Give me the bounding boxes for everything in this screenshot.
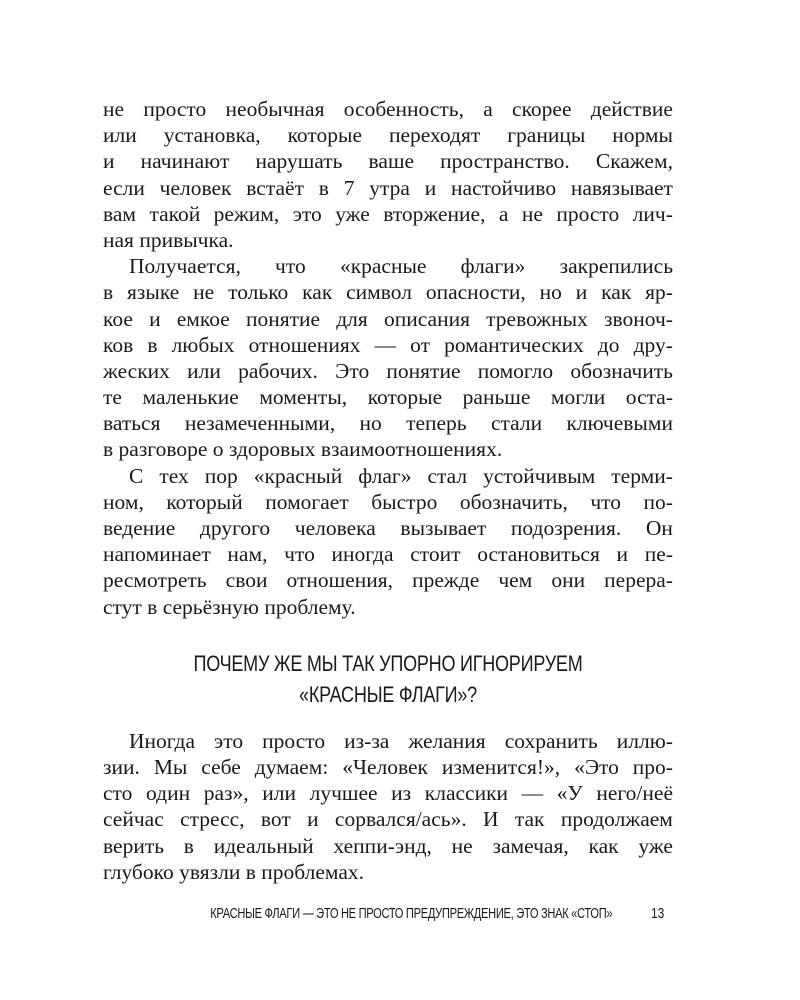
word: кое: [103, 306, 133, 331]
word: чем: [498, 568, 533, 593]
word: сейчас: [103, 807, 164, 832]
text-line: [103, 332, 673, 358]
word: такой: [149, 201, 201, 226]
word: до: [597, 332, 620, 357]
text-line: [103, 833, 673, 859]
text-line: [103, 806, 673, 832]
word: ваться: [103, 411, 161, 436]
word: свои: [225, 568, 268, 593]
word: понятие: [245, 306, 321, 331]
word: понятие: [386, 358, 461, 383]
word: И: [483, 807, 499, 832]
text-line: [103, 358, 673, 384]
word: и: [307, 807, 319, 832]
text-line: [103, 489, 673, 515]
word: думаем:: [254, 754, 329, 779]
word: вторжение,: [383, 201, 486, 226]
word: быстро: [371, 489, 438, 514]
word: и: [149, 306, 161, 331]
word: пе-: [644, 542, 673, 567]
word: Это: [335, 358, 370, 383]
word: хеппи-энд,: [333, 833, 432, 858]
word: стресс,: [180, 807, 245, 832]
word: идеальный: [213, 833, 314, 858]
word: прежде: [412, 568, 480, 593]
word: а: [483, 97, 493, 121]
word: желания: [408, 728, 486, 753]
word: и: [616, 542, 629, 567]
word: что: [284, 542, 315, 567]
word: в: [318, 175, 329, 200]
word: емкое: [176, 306, 230, 331]
word: как: [588, 833, 619, 858]
word: «Человек: [342, 754, 428, 779]
text-line: [103, 306, 673, 332]
text-line: [103, 410, 673, 436]
text-line: [103, 175, 673, 201]
word: пространство.: [440, 149, 570, 174]
text-line: ная привычка.: [103, 227, 234, 252]
word: установка,: [163, 123, 261, 148]
word: него/неё: [596, 781, 673, 806]
word: напоминает: [103, 542, 211, 567]
word: не: [451, 833, 473, 858]
word: человека: [294, 516, 376, 540]
word: так: [514, 807, 545, 832]
text-line: [103, 96, 673, 122]
word: раз»,: [203, 781, 249, 806]
word: маленькие: [142, 385, 239, 410]
word: верить: [103, 833, 165, 858]
word: ков: [103, 332, 134, 357]
word: особенность,: [343, 97, 464, 121]
word: это: [214, 728, 244, 753]
word: продолжаем: [560, 807, 673, 832]
word: опасности,: [425, 280, 526, 305]
word: границы: [507, 123, 586, 148]
word: сто: [103, 781, 133, 806]
word: они: [551, 568, 586, 593]
word: яр-: [645, 280, 673, 305]
text-line: [103, 279, 673, 305]
word: и: [575, 280, 588, 305]
word: нам,: [227, 542, 268, 567]
word: в: [147, 332, 158, 357]
word: действие: [590, 97, 673, 121]
word: отношениях: [248, 332, 361, 357]
word: обозначить,: [459, 489, 568, 514]
word: утра: [369, 175, 410, 200]
word: встаёт: [246, 175, 304, 200]
word: скорее: [512, 97, 572, 121]
word: и: [103, 149, 115, 174]
word: Скажем,: [595, 149, 673, 174]
word: жеских: [103, 358, 170, 383]
word: себе: [201, 754, 241, 779]
text-line: [103, 122, 673, 148]
word: сорвался/ась».: [334, 807, 467, 832]
word: пор: [204, 463, 238, 488]
word: символ: [346, 280, 412, 305]
word: звоноч-: [604, 306, 673, 331]
word: незамеченными,: [184, 411, 336, 436]
word: настойчиво: [451, 175, 557, 200]
section-heading-line-2: «КРАСНЫЕ ФЛАГИ»?: [299, 681, 477, 707]
word: что: [590, 489, 622, 514]
word: закрепились: [559, 254, 673, 279]
text-line: стут в серьёзную проблему.: [103, 594, 356, 619]
word: или: [103, 123, 137, 148]
word: замечая,: [492, 833, 569, 858]
paragraph-4: [103, 728, 673, 885]
word: 7: [343, 175, 355, 200]
text-line: [103, 201, 673, 227]
word: подозрения.: [510, 516, 622, 540]
word: описания: [383, 306, 470, 331]
word: обозначить: [570, 358, 673, 383]
word: ном,: [103, 489, 144, 514]
word: про-: [632, 754, 673, 779]
word: вам: [103, 201, 137, 226]
page-number: 13: [651, 905, 665, 922]
text-line: [103, 541, 673, 567]
word: изменится!»,: [441, 754, 561, 779]
word: «Это: [574, 754, 619, 779]
word: вызывает: [400, 516, 487, 540]
word: «красный: [253, 463, 343, 488]
word: что: [275, 254, 306, 279]
word: но: [359, 411, 382, 436]
word: из-за: [344, 728, 390, 753]
word: теперь: [406, 411, 467, 436]
word: человек: [159, 175, 232, 200]
word: Он: [645, 516, 673, 540]
word: те: [103, 385, 122, 410]
word: как: [601, 280, 632, 305]
word: просто: [143, 97, 207, 121]
word: нарушать: [255, 149, 343, 174]
word: вот: [260, 807, 291, 832]
word: —: [521, 781, 544, 806]
word: Получается,: [129, 254, 241, 279]
word: просто: [556, 201, 620, 226]
word: флаг»: [358, 463, 412, 488]
word: романтических: [444, 332, 584, 357]
word: рабочих.: [238, 358, 318, 383]
word: это: [292, 201, 322, 226]
text-line: [103, 463, 673, 489]
word: ключевыми: [566, 411, 673, 436]
word: флаги»: [460, 254, 526, 279]
word: а: [498, 201, 509, 226]
word: зии.: [103, 754, 140, 779]
page-footer: [0, 902, 800, 926]
word: навязывает: [570, 175, 673, 200]
word: терми-: [611, 463, 673, 488]
word: иногда: [331, 542, 394, 567]
word: тех: [159, 463, 189, 488]
word: от: [410, 332, 430, 357]
word: помогает: [265, 489, 349, 514]
text-line: [103, 384, 673, 410]
word: стоит: [410, 542, 461, 567]
word: С: [129, 463, 144, 488]
word: —: [374, 332, 397, 357]
word: один: [146, 781, 191, 806]
text-line: [103, 567, 673, 593]
section-heading-line-1: ПОЧЕМУ ЖЕ МЫ ТАК УПОРНО ИГНОРИРУЕМ: [193, 650, 583, 676]
paragraph-2: [103, 253, 673, 463]
word: по-: [643, 489, 673, 514]
section-heading: [154, 648, 621, 710]
word: уже: [335, 201, 370, 226]
word: в: [183, 833, 194, 858]
word: стал: [427, 463, 468, 488]
word: «красные: [339, 254, 427, 279]
word: стали: [490, 411, 543, 436]
text-line: [103, 780, 673, 806]
word: Иногда: [129, 728, 196, 753]
paragraph-1: [103, 96, 673, 253]
word: тревожных: [486, 306, 588, 331]
word: или: [262, 781, 296, 806]
word: уже: [638, 833, 673, 858]
text-line: [103, 728, 673, 754]
text-line: в разговоре о здоровых взаимоотношениях.: [103, 437, 503, 462]
word: моменты,: [259, 385, 348, 410]
paragraph-3: [103, 463, 673, 620]
word: не: [521, 201, 543, 226]
word: который: [166, 489, 243, 514]
word: классики: [424, 781, 509, 806]
word: Мы: [153, 754, 188, 779]
word: но: [539, 280, 562, 305]
word: не: [193, 280, 215, 305]
text-line: [103, 515, 673, 541]
word: как: [302, 280, 333, 305]
word: устойчивым: [483, 463, 596, 488]
word: любых: [171, 332, 235, 357]
word: остановиться: [477, 542, 600, 567]
word: могли: [550, 385, 606, 410]
word: начинают: [140, 149, 230, 174]
word: переходят: [388, 123, 481, 148]
word: которые: [287, 123, 362, 148]
word: не: [103, 97, 125, 121]
word: в: [103, 280, 114, 305]
text-line: [103, 253, 673, 279]
word: необычная: [225, 97, 325, 121]
word: иллю-: [616, 728, 673, 753]
word: лучшее: [309, 781, 378, 806]
word: «У: [556, 781, 583, 806]
word: только: [228, 280, 289, 305]
word: оста-: [625, 385, 673, 410]
word: ваше: [368, 149, 415, 174]
word: или: [187, 358, 221, 383]
word: из: [391, 781, 412, 806]
word: просто: [262, 728, 326, 753]
word: отношения,: [286, 568, 394, 593]
word: которые: [367, 385, 443, 410]
word: лич-: [632, 201, 673, 226]
word: дру-: [633, 332, 673, 357]
running-title: КРАСНЫЕ ФЛАГИ — ЭТО НЕ ПРОСТО ПРЕДУПРЕЖДЕНИЕ, ЭТО ЗНАК «СТОП»: [209, 905, 612, 922]
word: ведение: [103, 516, 176, 540]
text-line: [103, 148, 673, 174]
word: для: [336, 306, 368, 331]
word: режим,: [213, 201, 280, 226]
text-line: глубоко увязли в проблемах.: [103, 859, 365, 884]
word: перера-: [604, 568, 673, 593]
word: ресмотреть: [103, 568, 207, 593]
word: сохранить: [504, 728, 598, 753]
word: языке: [127, 280, 180, 305]
page-body: [103, 96, 673, 885]
word: раньше: [462, 385, 531, 410]
word: нормы: [612, 123, 673, 148]
text-line: [103, 754, 673, 780]
word: другого: [199, 516, 271, 540]
word: если: [103, 175, 145, 200]
word: помогло: [477, 358, 554, 383]
word: и: [424, 175, 437, 200]
